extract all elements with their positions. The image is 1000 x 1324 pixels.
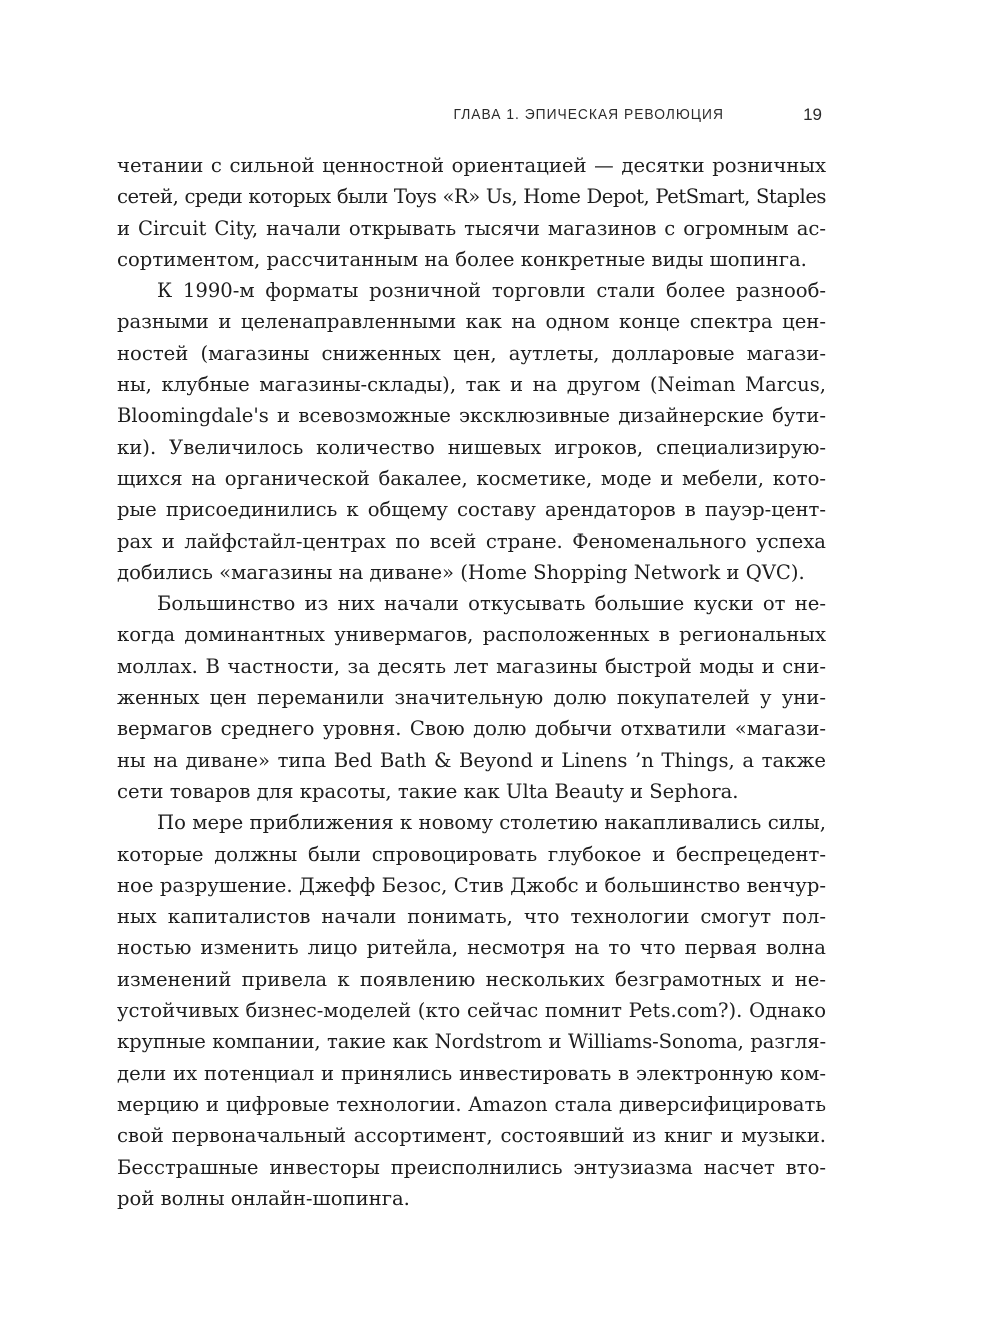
text-line: свой первоначальный ассортимент, состоявший из книг и музыки. bbox=[117, 1124, 826, 1148]
paragraph-2 bbox=[117, 275, 826, 588]
text-line: которые должны были спровоцировать глубокое и беспрецедент- bbox=[117, 842, 826, 866]
text-line: щихся на органической бакалее, косметике, моде и мебели, кото- bbox=[117, 466, 826, 490]
text-line: ных капиталистов начали понимать, что технологии смогут пол- bbox=[117, 905, 826, 929]
text-line: ны на диване» типа Bed Bath & Beyond и Linens ’n Things, а также bbox=[117, 748, 826, 772]
text-line: сети товаров для красоты, такие как Ulta Beauty и Sephora. bbox=[117, 779, 739, 803]
text-line: и Circuit City, начали открывать тысячи магазинов с огромным ас- bbox=[117, 216, 826, 240]
text-line: мерцию и цифровые технологии. Amazon стала диверсифицировать bbox=[117, 1092, 826, 1116]
text-line: изменений привела к появлению нескольких безграмотных и не- bbox=[117, 967, 826, 991]
text-line: женных цен переманили значительную долю покупателей у уни- bbox=[117, 686, 826, 710]
text-line: вермагов среднего уровня. Свою долю добычи отхватили «магази- bbox=[117, 717, 826, 741]
paragraph-4 bbox=[117, 807, 826, 1214]
text-line: добились «магазины на диване» (Home Shopping Network и QVC). bbox=[117, 560, 805, 584]
text-line: четании с сильной ценностной ориентацией — десятки розничных bbox=[117, 154, 826, 177]
text-line: По мере приближения к новому столетию накапливались силы, bbox=[157, 811, 826, 835]
page-number: 19 bbox=[803, 105, 822, 124]
body-text bbox=[117, 150, 826, 1214]
text-line: сетей, среди которых были Toys «R» Us, Home Depot, PetSmart, Staples bbox=[117, 185, 826, 209]
text-line: Bloomingdale's и всевозможные эксклюзивные дизайнерские бути- bbox=[117, 404, 826, 428]
paragraph-1 bbox=[117, 150, 826, 275]
text-line: дели их потенциал и принялись инвестировать в электронную ком- bbox=[117, 1061, 826, 1085]
text-line: устойчивых бизнес-моделей (кто сейчас помнит Pets.com?). Однако bbox=[117, 999, 826, 1023]
text-line: крупные компании, такие как Nordstrom и Williams-Sonoma, разгля- bbox=[117, 1030, 826, 1054]
text-line: рой волны онлайн-шопинга. bbox=[117, 1186, 410, 1210]
running-header bbox=[116, 106, 824, 128]
text-line: моллах. В частности, за десять лет магазины быстрой моды и сни- bbox=[117, 654, 826, 678]
text-line: ностью изменить лицо ритейла, несмотря на то что первая волна bbox=[117, 936, 826, 960]
text-line: рах и лайфстайл-центрах по всей стране. Феноменального успеха bbox=[117, 529, 826, 553]
text-line: ностей (магазины сниженных цен, аутлеты, долларовые магази- bbox=[117, 341, 826, 365]
text-line: К 1990-м форматы розничной торговли стали более разнооб- bbox=[157, 279, 826, 303]
text-line: сортиментом, рассчитанным на более конкретные виды шопинга. bbox=[117, 247, 807, 271]
text-line: ны, клубные магазины-склады), так и на другом (Neiman Marcus, bbox=[117, 373, 826, 397]
text-line: Большинство из них начали откусывать большие куски от не- bbox=[157, 592, 826, 616]
text-line: когда доминантных универмагов, расположенных в региональных bbox=[117, 623, 826, 647]
paragraph-3 bbox=[117, 588, 826, 807]
chapter-title: ГЛАВА 1. ЭПИЧЕСКАЯ РЕВОЛЮЦИЯ bbox=[453, 106, 724, 123]
text-line: ное разрушение. Джефф Безос, Стив Джобс и большинство венчур- bbox=[117, 873, 826, 897]
text-line: ки). Увеличилось количество нишевых игроков, специализирую- bbox=[117, 435, 826, 459]
text-line: разными и целенаправленными как на одном конце спектра цен- bbox=[117, 310, 826, 334]
text-line: рые присоединились к общему составу арендаторов в пауэр-цент- bbox=[117, 498, 826, 522]
text-line: Бесстрашные инвесторы преисполнились энтузиазма насчет вто- bbox=[117, 1155, 826, 1179]
